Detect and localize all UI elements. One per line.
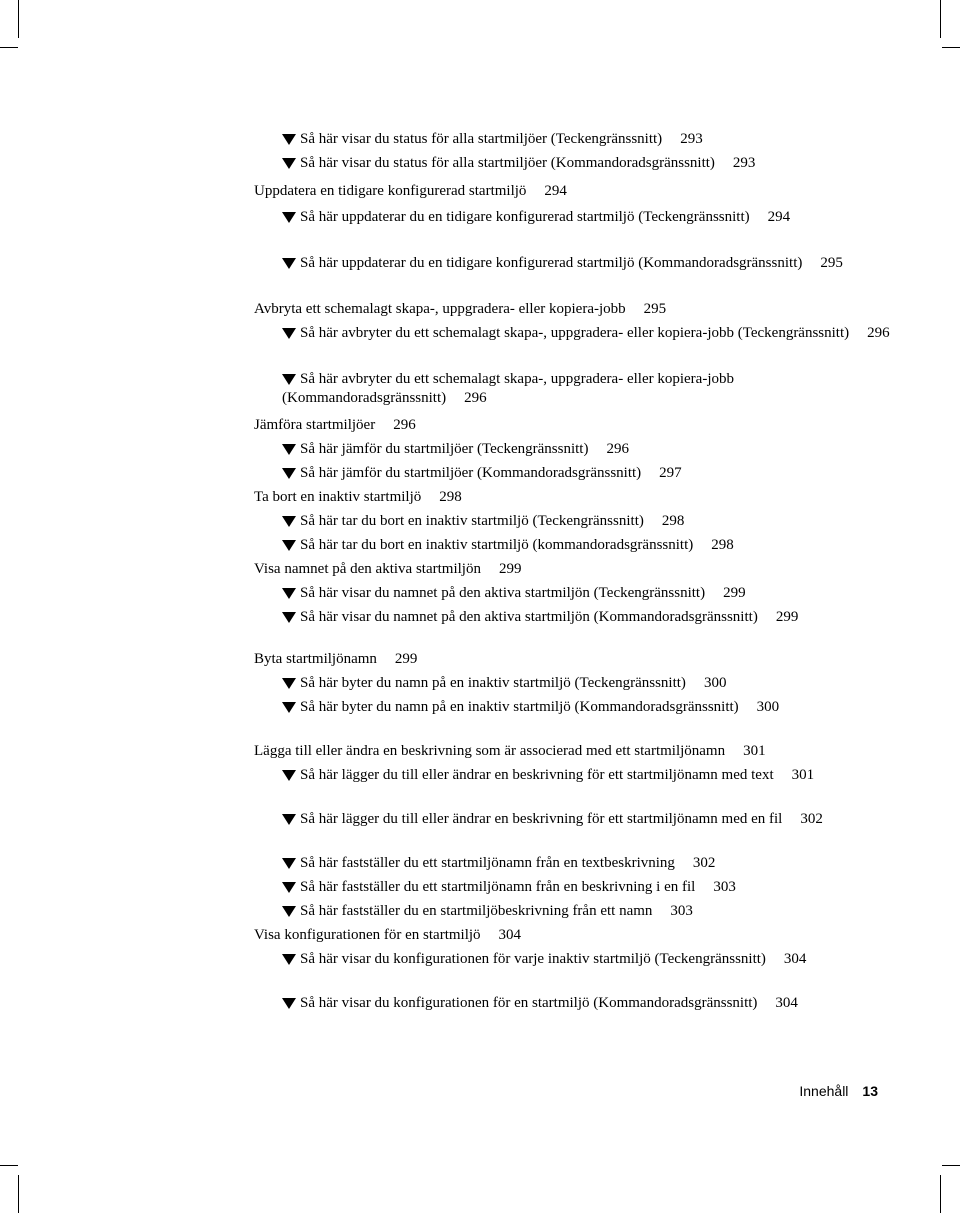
triangle-bullet-icon: [282, 258, 296, 269]
toc-entry-title: Så här lägger du till eller ändrar en beskrivning för ett startmiljönamn med en fil: [300, 811, 783, 827]
crop-mark: [942, 1165, 960, 1166]
triangle-bullet-icon: [282, 858, 296, 869]
toc-procedure-entry[interactable]: [254, 464, 902, 483]
toc-procedure-entry[interactable]: [254, 324, 902, 343]
toc-procedure-entry[interactable]: [254, 608, 902, 627]
toc-page-number: 294: [767, 209, 791, 225]
toc-page-number: 296: [464, 390, 487, 406]
toc-entry-title: Så här visar du konfigurationen för en startmiljö (Kommandoradsgränssnitt): [300, 995, 758, 1011]
toc-entry-title: Så här fastställer du en startmiljöbeskrivning från ett namn: [300, 903, 653, 919]
toc-procedure-entry[interactable]: [254, 950, 902, 969]
toc-page-number: 304: [498, 927, 522, 943]
toc-entry-title: Så här jämför du startmiljöer (Teckengränssnitt): [300, 441, 589, 457]
triangle-bullet-icon: [282, 588, 296, 599]
toc-section-entry[interactable]: [254, 742, 874, 761]
triangle-bullet-icon: [282, 612, 296, 623]
toc-page-number: 302: [800, 811, 823, 827]
toc-procedure-entry[interactable]: [254, 208, 902, 227]
toc-entry-title: Ta bort en inaktiv startmiljö: [254, 489, 422, 505]
toc-entry-title: Visa namnet på den aktiva startmiljön: [254, 561, 481, 577]
crop-mark: [18, 1175, 19, 1213]
toc-entry-title: Lägga till eller ändra en beskrivning som är associerad med ett startmiljönamn: [254, 743, 726, 759]
toc-page-number: 304: [783, 951, 807, 967]
triangle-bullet-icon: [282, 468, 296, 479]
toc-procedure-entry[interactable]: [254, 674, 902, 693]
triangle-bullet-icon: [282, 134, 296, 145]
crop-mark: [940, 1175, 941, 1213]
toc-page-number: 298: [711, 537, 734, 553]
toc-page-number: 304: [775, 995, 798, 1011]
toc-procedure-entry[interactable]: [254, 512, 902, 531]
footer-page-number: 13: [862, 1083, 878, 1099]
toc-page-number: 298: [661, 513, 685, 529]
triangle-bullet-icon: [282, 328, 296, 339]
toc-page-number: 294: [544, 183, 567, 199]
triangle-bullet-icon: [282, 678, 296, 689]
toc-entry-title: Så här uppdaterar du en tidigare konfigurerad startmiljö (Kommandoradsgränssnitt): [300, 255, 803, 271]
toc-page-number: 297: [659, 465, 682, 481]
triangle-bullet-icon: [282, 882, 296, 893]
toc-entry-title: Jämföra startmiljöer: [254, 417, 376, 433]
toc-page-number: 299: [723, 585, 746, 601]
toc-entry-title: Så här tar du bort en inaktiv startmiljö (kommandoradsgränssnitt): [300, 537, 694, 553]
toc-page-number: 293: [732, 155, 756, 171]
toc-entry-title: Så här fastställer du ett startmiljönamn från en textbeskrivning: [300, 855, 675, 871]
toc-section-entry[interactable]: [254, 926, 874, 945]
toc-page-number: 301: [743, 743, 766, 759]
triangle-bullet-icon: [282, 374, 296, 385]
crop-mark: [0, 47, 18, 48]
toc-page-number: 299: [394, 651, 418, 667]
toc-procedure-entry[interactable]: [254, 854, 902, 873]
toc-section-entry[interactable]: [254, 416, 874, 435]
toc-procedure-entry[interactable]: [254, 370, 902, 408]
crop-mark: [0, 1165, 18, 1166]
toc-entry-title: Så här visar du namnet på den aktiva startmiljön (Teckengränssnitt): [300, 585, 706, 601]
toc-procedure-entry[interactable]: [254, 154, 902, 173]
toc-page-number: 296: [606, 441, 629, 457]
toc-page-number: 303: [713, 879, 736, 895]
toc-procedure-entry[interactable]: [254, 878, 902, 897]
toc-procedure-entry[interactable]: [254, 254, 902, 273]
toc-procedure-entry[interactable]: [254, 902, 902, 921]
toc-page-number: 293: [680, 131, 703, 147]
triangle-bullet-icon: [282, 212, 296, 223]
toc-section-entry[interactable]: [254, 300, 874, 319]
toc-procedure-entry[interactable]: [254, 766, 902, 785]
toc-entry-title: Visa konfigurationen för en startmiljö: [254, 927, 481, 943]
toc-procedure-entry[interactable]: [254, 130, 902, 149]
triangle-bullet-icon: [282, 702, 296, 713]
crop-mark: [942, 47, 960, 48]
toc-procedure-entry[interactable]: [254, 440, 902, 459]
toc-page-number: 296: [393, 417, 416, 433]
page-footer: [799, 1083, 878, 1099]
toc-procedure-entry[interactable]: [254, 698, 902, 717]
toc-entry-title: Så här avbryter du ett schemalagt skapa-, uppgradera- eller kopiera-jobb (Kommandoradsgränssnitt): [282, 371, 734, 406]
triangle-bullet-icon: [282, 906, 296, 917]
toc-page-number: 295: [820, 255, 843, 271]
crop-mark: [940, 0, 941, 38]
toc-entry-title: Uppdatera en tidigare konfigurerad startmiljö: [254, 183, 527, 199]
toc-page-number: 300: [756, 699, 780, 715]
toc-page-number: 300: [703, 675, 727, 691]
toc-entry-title: Så här visar du status för alla startmiljöer (Teckengränssnitt): [300, 131, 663, 147]
toc-procedure-entry[interactable]: [254, 810, 902, 829]
triangle-bullet-icon: [282, 814, 296, 825]
triangle-bullet-icon: [282, 516, 296, 527]
toc-page-number: 295: [643, 301, 667, 317]
toc-procedure-entry[interactable]: [254, 584, 902, 603]
toc-entry-title: Så här fastställer du ett startmiljönamn från en beskrivning i en fil: [300, 879, 696, 895]
triangle-bullet-icon: [282, 158, 296, 169]
toc-page-number: 302: [692, 855, 716, 871]
toc-entry-title: Så här lägger du till eller ändrar en beskrivning för ett startmiljönamn med text: [300, 767, 774, 783]
toc-section-entry[interactable]: [254, 182, 874, 201]
toc-page-number: 299: [498, 561, 522, 577]
toc-procedure-entry[interactable]: [254, 536, 902, 555]
toc-entry-title: Så här visar du konfigurationen för varje inaktiv startmiljö (Teckengränssnitt): [300, 951, 766, 967]
toc-procedure-entry[interactable]: [254, 994, 902, 1013]
crop-mark: [18, 0, 19, 38]
toc-page-number: 303: [670, 903, 693, 919]
toc-page-number: 296: [867, 325, 890, 341]
triangle-bullet-icon: [282, 998, 296, 1009]
toc-section-entry[interactable]: [254, 560, 874, 579]
toc-entry-title: Så här tar du bort en inaktiv startmiljö (Teckengränssnitt): [300, 513, 644, 529]
toc-entry-title: Så här jämför du startmiljöer (Kommandoradsgränssnitt): [300, 465, 642, 481]
triangle-bullet-icon: [282, 770, 296, 781]
toc-section-entry[interactable]: [254, 650, 874, 669]
toc-entry-title: Så här byter du namn på en inaktiv startmiljö (Teckengränssnitt): [300, 675, 686, 691]
toc-section-entry[interactable]: [254, 488, 874, 507]
footer-section-label: Innehåll: [799, 1083, 849, 1099]
triangle-bullet-icon: [282, 954, 296, 965]
toc-entry-title: Så här byter du namn på en inaktiv startmiljö (Kommandoradsgränssnitt): [300, 699, 739, 715]
toc-entry-title: Avbryta ett schemalagt skapa-, uppgradera- eller kopiera-jobb: [254, 301, 626, 317]
toc-entry-title: Så här visar du namnet på den aktiva startmiljön (Kommandoradsgränssnitt): [300, 609, 758, 625]
toc-page-number: 299: [775, 609, 799, 625]
toc-entry-title: Byta startmiljönamn: [254, 651, 377, 667]
toc-page-number: 301: [791, 767, 815, 783]
toc-page-number: 298: [439, 489, 462, 505]
triangle-bullet-icon: [282, 540, 296, 551]
triangle-bullet-icon: [282, 444, 296, 455]
toc-entry-title: Så här visar du status för alla startmiljöer (Kommandoradsgränssnitt): [300, 155, 715, 171]
toc-entry-title: Så här uppdaterar du en tidigare konfigurerad startmiljö (Teckengränssnitt): [300, 209, 750, 225]
toc-entry-title: Så här avbryter du ett schemalagt skapa-, uppgradera- eller kopiera-jobb (Teckengränssnitt): [300, 325, 850, 341]
